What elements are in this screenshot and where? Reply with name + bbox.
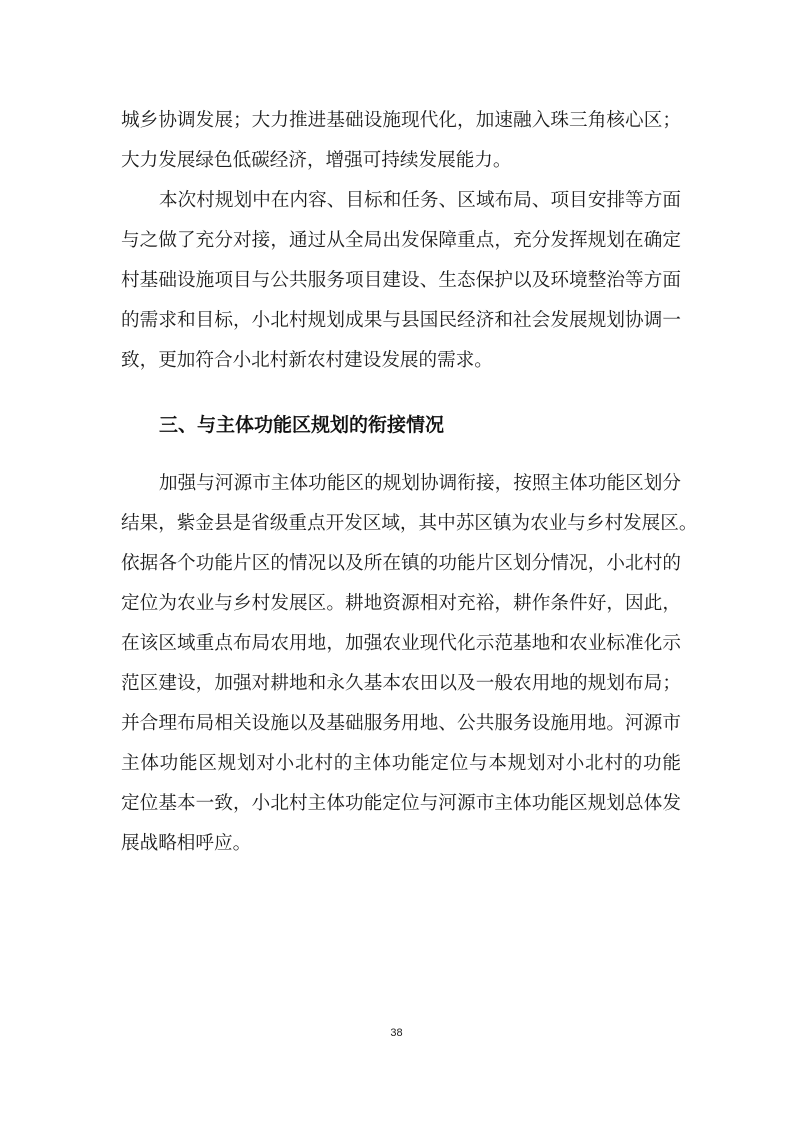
paragraph-3-line-1: 加强与河源市主体功能区的规划协调衔接，按照主体功能区划分	[159, 473, 681, 494]
paragraph-3-line-10: 展战略相呼应。	[121, 833, 252, 854]
paragraph-2-line-4: 的需求和目标，小北村规划成果与县国民经济和社会发展规划协调一	[121, 310, 681, 331]
paragraph-1-line-2: 大力发展绿色低碳经济，增强可持续发展能力。	[121, 150, 512, 171]
page-number: 38	[390, 1027, 403, 1039]
section-heading: 三、与主体功能区规划的衔接情况	[159, 414, 445, 436]
paragraph-3-line-9: 定位基本一致，小北村主体功能定位与河源市主体功能区规划总体发	[121, 793, 681, 814]
paragraph-3-line-8: 主体功能区规划对小北村的主体功能定位与本规划对小北村的功能	[121, 753, 681, 774]
paragraph-3-line-4: 定位为农业与乡村发展区。耕地资源相对充裕，耕作条件好，因此，	[121, 593, 681, 614]
paragraph-2-line-3: 村基础设施项目与公共服务项目建设、生态保护以及环境整治等方面	[121, 270, 681, 291]
paragraph-2-line-1: 本次村规划中在内容、目标和任务、区域布局、项目安排等方面	[159, 190, 681, 211]
paragraph-3-line-7: 并合理布局相关设施以及基础服务用地、公共服务设施用地。河源市	[121, 713, 681, 734]
paragraph-2-line-5: 致，更加符合小北村新农村建设发展的需求。	[121, 350, 493, 371]
paragraph-3-line-2: 结果，紫金县是省级重点开发区域，其中苏区镇为农业与乡村发展区。	[121, 513, 698, 534]
paragraph-3-line-3: 依据各个功能片区的情况以及所在镇的功能片区划分情况，小北村的	[121, 553, 681, 574]
paragraph-1-line-1: 城乡协调发展；大力推进基础设施现代化，加速融入珠三角核心区；	[121, 110, 681, 131]
paragraph-2-line-2: 与之做了充分对接，通过从全局出发保障重点，充分发挥规划在确定	[121, 230, 681, 251]
paragraph-3-line-6: 范区建设，加强对耕地和永久基本农田以及一般农用地的规划布局；	[121, 673, 681, 694]
paragraph-3-line-5: 在该区域重点布局农用地，加强农业现代化示范基地和农业标准化示	[121, 633, 681, 654]
